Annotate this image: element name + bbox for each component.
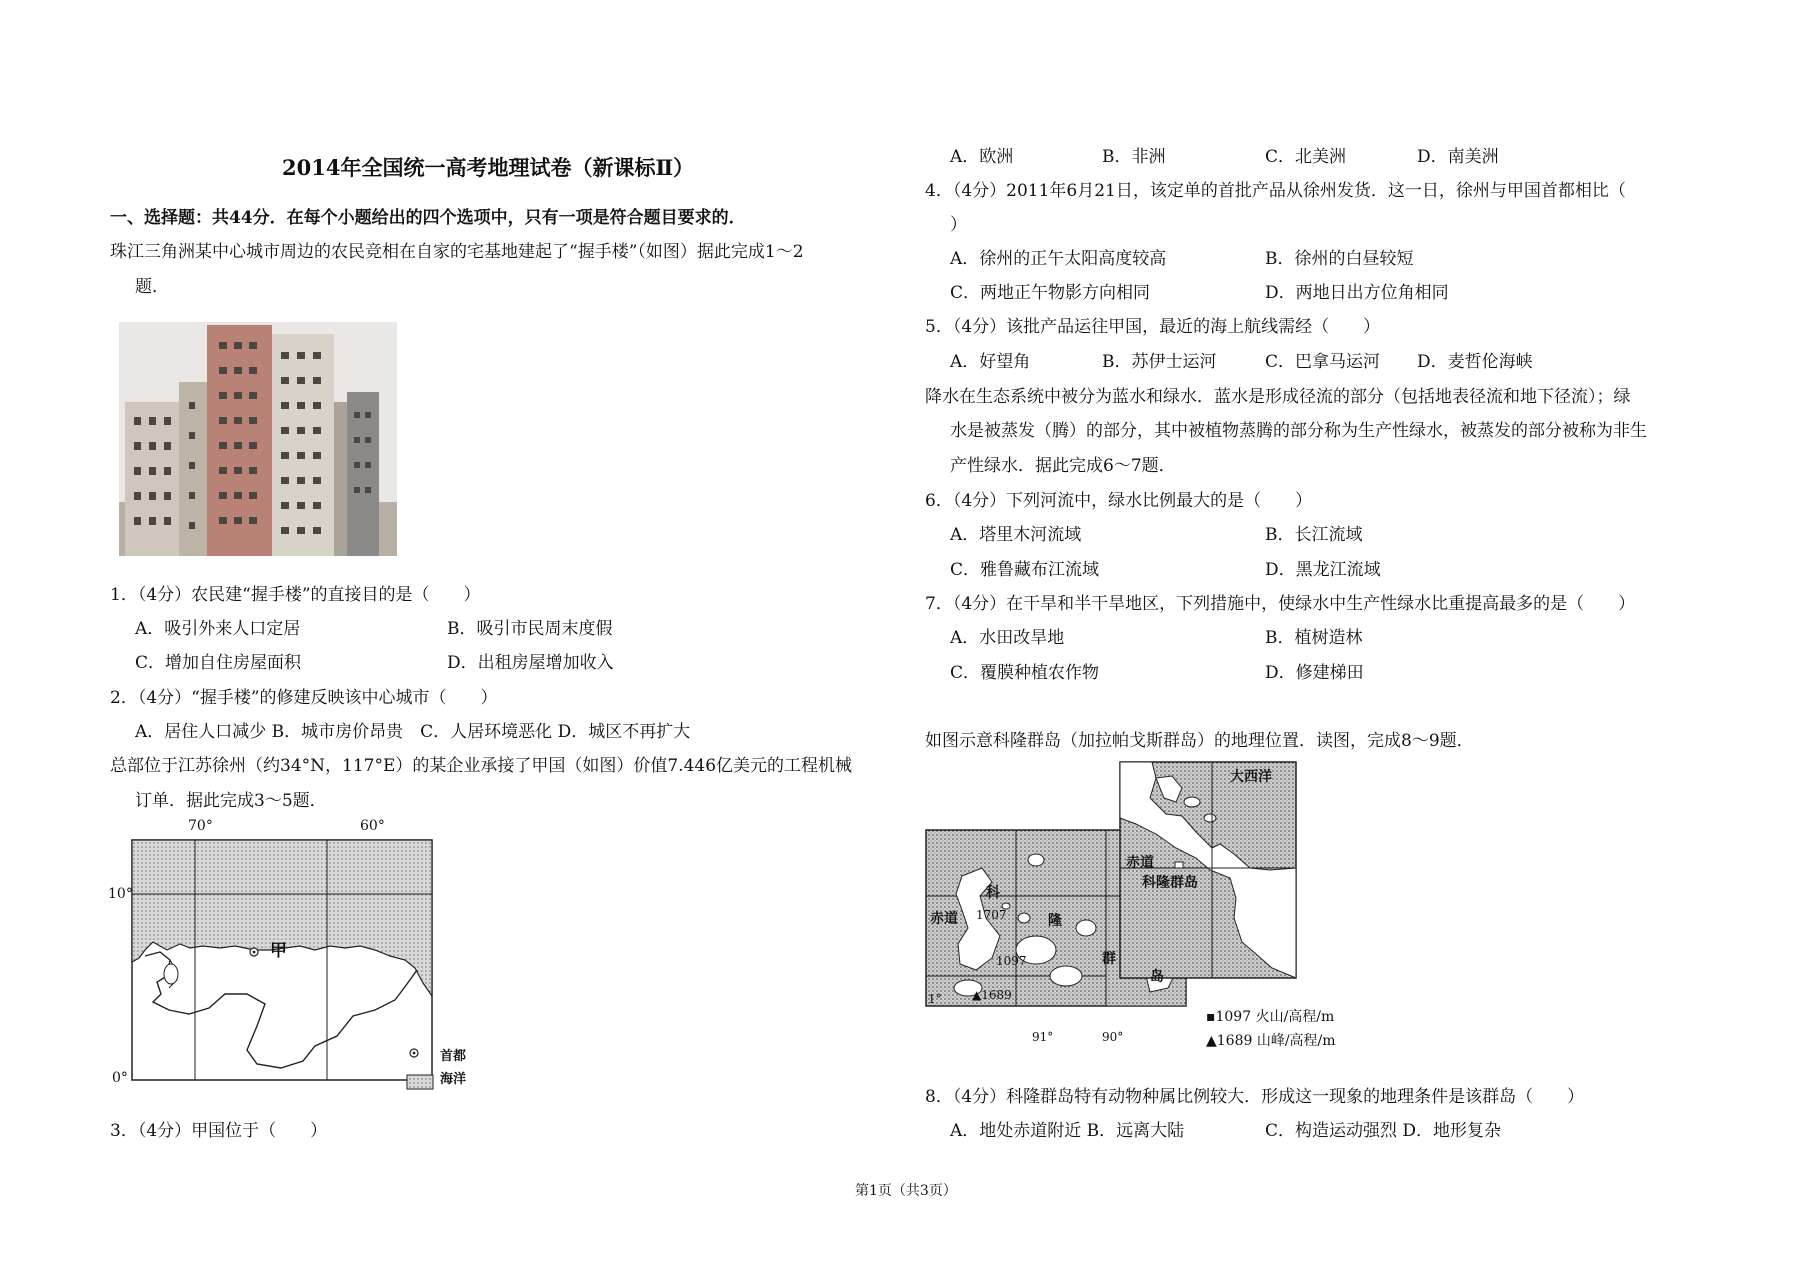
- q6-option-b[interactable]: B．长江流域: [1265, 525, 1363, 545]
- q4-stem-line1: 4．（4分）2011年6月21日，该定单的首批产品从徐州发货．这一日，徐州与甲国首都相比（: [925, 181, 1626, 201]
- map1-lat-10: 10°: [108, 886, 133, 902]
- intro2-line2: 订单．据此完成3～5题．: [135, 791, 327, 811]
- q1-option-b[interactable]: B．吸引市民周末度假: [447, 619, 613, 639]
- map1-legend-ocean: 海洋: [440, 1072, 467, 1087]
- map1-lat-0: 0°: [112, 1070, 128, 1086]
- q4-option-a[interactable]: A．徐州的正午太阳高度较高: [950, 249, 1167, 269]
- intro1-line1: 珠江三角洲某中心城市周边的农民竞相在自家的宅基地建起了“握手楼”（如图）据此完成1～2: [110, 242, 804, 262]
- intro3-line1: 降水在生态系统中被分为蓝水和绿水．蓝水是形成径流的部分（包括地表径流和地下径流）；绿: [925, 387, 1631, 407]
- q7-option-c[interactable]: C．覆膜种植农作物: [950, 663, 1100, 683]
- q5-option-b[interactable]: B．苏伊士运河: [1102, 352, 1217, 372]
- map2-peak-1689: ▲1689: [972, 988, 1012, 1002]
- q4-option-c[interactable]: C．两地正午物影方向相同: [950, 283, 1151, 303]
- map2-equator-small: 赤道: [930, 911, 958, 927]
- q8-stem: 8．（4分）科隆群岛特有动物种属比例较大．形成这一现象的地理条件是该群岛（ ）: [925, 1087, 1585, 1107]
- country-jia-map: [105, 818, 485, 1098]
- intro3-line3: 产性绿水．据此完成6～7题．: [950, 456, 1176, 476]
- map2-lat-1: 1°: [928, 992, 942, 1006]
- q3-option-a[interactable]: A．欧洲: [950, 147, 1014, 167]
- q5-stem: 5．（4分）该批产品运往甲国，最近的海上航线需经（ ）: [925, 317, 1381, 337]
- q2-stem: 2．（4分）“握手楼”的修建反映该中心城市（ ）: [110, 688, 498, 708]
- q3-option-b[interactable]: B．非洲: [1102, 147, 1166, 167]
- map2-legend-peak: ▲1689 山峰/高程/m: [1206, 1033, 1336, 1049]
- map2-legend-volcano: ▪1097 火山/高程/m: [1206, 1009, 1335, 1025]
- q4-stem-line2: ）: [950, 215, 967, 235]
- q1-option-c[interactable]: C．增加自住房屋面积: [135, 653, 302, 673]
- map1-country-label: 甲: [270, 941, 287, 961]
- q1-option-a[interactable]: A．吸引外来人口定居: [135, 619, 301, 639]
- map2-equator-big: 赤道: [1126, 855, 1154, 871]
- map2-volcano-1707: 1707: [976, 908, 1007, 922]
- q3-stem: 3．（4分）甲国位于（ ）: [110, 1121, 328, 1141]
- q3-option-c[interactable]: C．北美洲: [1265, 147, 1347, 167]
- q3-option-d[interactable]: D．南美洲: [1417, 147, 1499, 167]
- page-footer: 第1页（共3页）: [855, 1183, 957, 1199]
- q8-options-ab[interactable]: A．地处赤道附近 B．远离大陆: [950, 1121, 1185, 1141]
- q7-option-a[interactable]: A．水田改旱地: [950, 628, 1065, 648]
- q6-option-d[interactable]: D．黑龙江流域: [1265, 560, 1381, 580]
- map1-legend-capital: 首都: [440, 1049, 467, 1064]
- map2-char-ke: 科: [986, 885, 1000, 901]
- intro1-line2: 题．: [135, 277, 169, 297]
- page-title: 2014年全国统一高考地理试卷（新课标Ⅱ）: [282, 155, 695, 180]
- q2-options[interactable]: A．居住人口减少 B．城市房价昂贵 C．人居环境恶化 D．城区不再扩大: [135, 722, 691, 742]
- q6-option-c[interactable]: C．雅鲁藏布江流域: [950, 560, 1100, 580]
- section-heading: 一、选择题：共44分．在每个小题给出的四个选项中，只有一项是符合题目要求的．: [110, 208, 746, 228]
- q5-option-a[interactable]: A．好望角: [950, 352, 1031, 372]
- map1-lon-70: 70°: [188, 818, 213, 834]
- handshake-buildings-photo: [119, 322, 397, 556]
- intro2-line1: 总部位于江苏徐州（约34°N，117°E）的某企业承接了甲国（如图）价值7.446亿美元的工程机械: [110, 756, 853, 776]
- map2-volcano-1097: 1097: [996, 954, 1027, 968]
- map2-char-dao: 岛: [1150, 969, 1164, 985]
- q6-stem: 6．（4分）下列河流中，绿水比例最大的是（ ）: [925, 491, 1313, 511]
- q7-option-b[interactable]: B．植树造林: [1265, 628, 1363, 648]
- q5-option-c[interactable]: C．巴拿马运河: [1265, 352, 1381, 372]
- intro3-line2: 水是被蒸发（腾）的部分，其中被植物蒸腾的部分称为生产性绿水，被蒸发的部分被称为非生: [950, 421, 1647, 441]
- q1-stem: 1．（4分）农民建“握手楼”的直接目的是（ ）: [110, 585, 481, 605]
- q6-option-a[interactable]: A．塔里木河流域: [950, 525, 1082, 545]
- q7-option-d[interactable]: D．修建梯田: [1265, 663, 1364, 683]
- map2-galapagos-label: 科隆群岛: [1142, 875, 1198, 891]
- map1-lon-60: 60°: [360, 818, 385, 834]
- map2-atlantic-label: 大西洋: [1230, 769, 1272, 785]
- q5-option-d[interactable]: D．麦哲伦海峡: [1417, 352, 1533, 372]
- map2-char-long: 隆: [1048, 913, 1062, 929]
- map2-lon-90: 90°: [1102, 1030, 1124, 1044]
- q4-option-d[interactable]: D．两地日出方位角相同: [1265, 283, 1449, 303]
- q1-option-d[interactable]: D．出租房屋增加收入: [447, 653, 614, 673]
- map2-lon-91: 91°: [1032, 1030, 1054, 1044]
- q4-option-b[interactable]: B．徐州的白昼较短: [1265, 249, 1414, 269]
- q8-options-cd[interactable]: C．构造运动强烈 D．地形复杂: [1265, 1121, 1502, 1141]
- map2-char-qun: 群: [1102, 951, 1116, 967]
- q7-stem: 7．（4分）在干旱和半干旱地区，下列措施中，使绿水中生产性绿水比重提高最多的是（ ）: [925, 594, 1636, 614]
- intro4: 如图示意科隆群岛（加拉帕戈斯群岛）的地理位置．读图，完成8～9题．: [925, 731, 1474, 751]
